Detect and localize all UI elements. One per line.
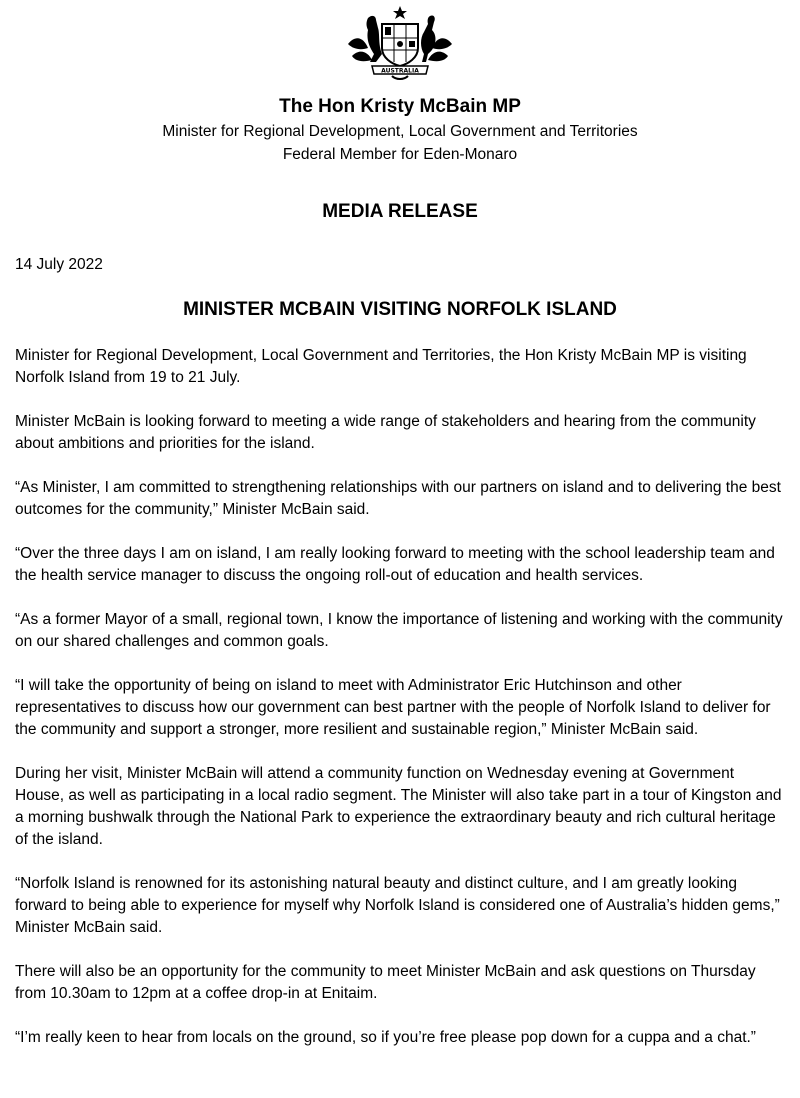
body-paragraph: “I will take the opportunity of being on island to meet with Administrator Eric Hutchinson and other representatives to discuss how our government can best partner with the people of Norfolk Island to deliver for the community and support a stronger, more resilient and sustainable region,” Minister McBain said. bbox=[15, 677, 771, 738]
release-headline: MINISTER MCBAIN VISITING NORFOLK ISLAND bbox=[183, 299, 617, 320]
release-date: 14 July 2022 bbox=[15, 256, 103, 273]
body-paragraph: “Over the three days I am on island, I am really looking forward to meeting with the school leadership team and the health service manager to discuss the ongoing roll-out of education and health services. bbox=[15, 545, 775, 584]
minister-header bbox=[0, 94, 800, 166]
electorate-title: Federal Member for Eden-Monaro bbox=[282, 146, 518, 163]
portfolio-title: Minister for Regional Development, Local Government and Territories bbox=[162, 123, 638, 140]
body-paragraph: “As a former Mayor of a small, regional town, I know the importance of listening and working with the community on our shared challenges and common goals. bbox=[15, 611, 783, 650]
coat-of-arms-icon bbox=[342, 4, 458, 82]
body-paragraph: Minister for Regional Development, Local Government and Territories, the Hon Kristy McBain MP is visiting Norfolk Island from 19 to 21 July. bbox=[15, 347, 747, 386]
body-paragraph: Minister McBain is looking forward to meeting a wide range of stakeholders and hearing from the community about ambitions and priorities for the island. bbox=[15, 413, 756, 452]
body-paragraph: There will also be an opportunity for the community to meet Minister McBain and ask questions on Thursday from 10.30am to 12pm at a coffee drop-in at Enitaim. bbox=[15, 963, 756, 1002]
body-paragraph: “I’m really keen to hear from locals on the ground, so if you’re free please pop down for a cuppa and a chat.” bbox=[15, 1029, 756, 1046]
body-paragraph: During her visit, Minister McBain will attend a community function on Wednesday evening at Government House, as well as participating in a local radio segment. The Minister will also take part in a tour of Kingston and a morning bushwalk through the National Park to experience the extraordinary beauty and rich cultural heritage of the island. bbox=[15, 765, 782, 848]
minister-name: The Hon Kristy McBain MP bbox=[279, 96, 521, 117]
media-release-label: MEDIA RELEASE bbox=[322, 201, 478, 222]
body-paragraph: “As Minister, I am committed to strengthening relationships with our partners on island and to delivering the best outcomes for the community,” Minister McBain said. bbox=[15, 479, 781, 518]
svg-text:AUSTRALIA: AUSTRALIA bbox=[381, 67, 419, 75]
release-body bbox=[15, 345, 785, 1071]
body-paragraph: “Norfolk Island is renowned for its astonishing natural beauty and distinct culture, and I am greatly looking forward to being able to experience for myself why Norfolk Island is considered one of Australia’s hidden gems,” Minister McBain said. bbox=[15, 875, 780, 936]
